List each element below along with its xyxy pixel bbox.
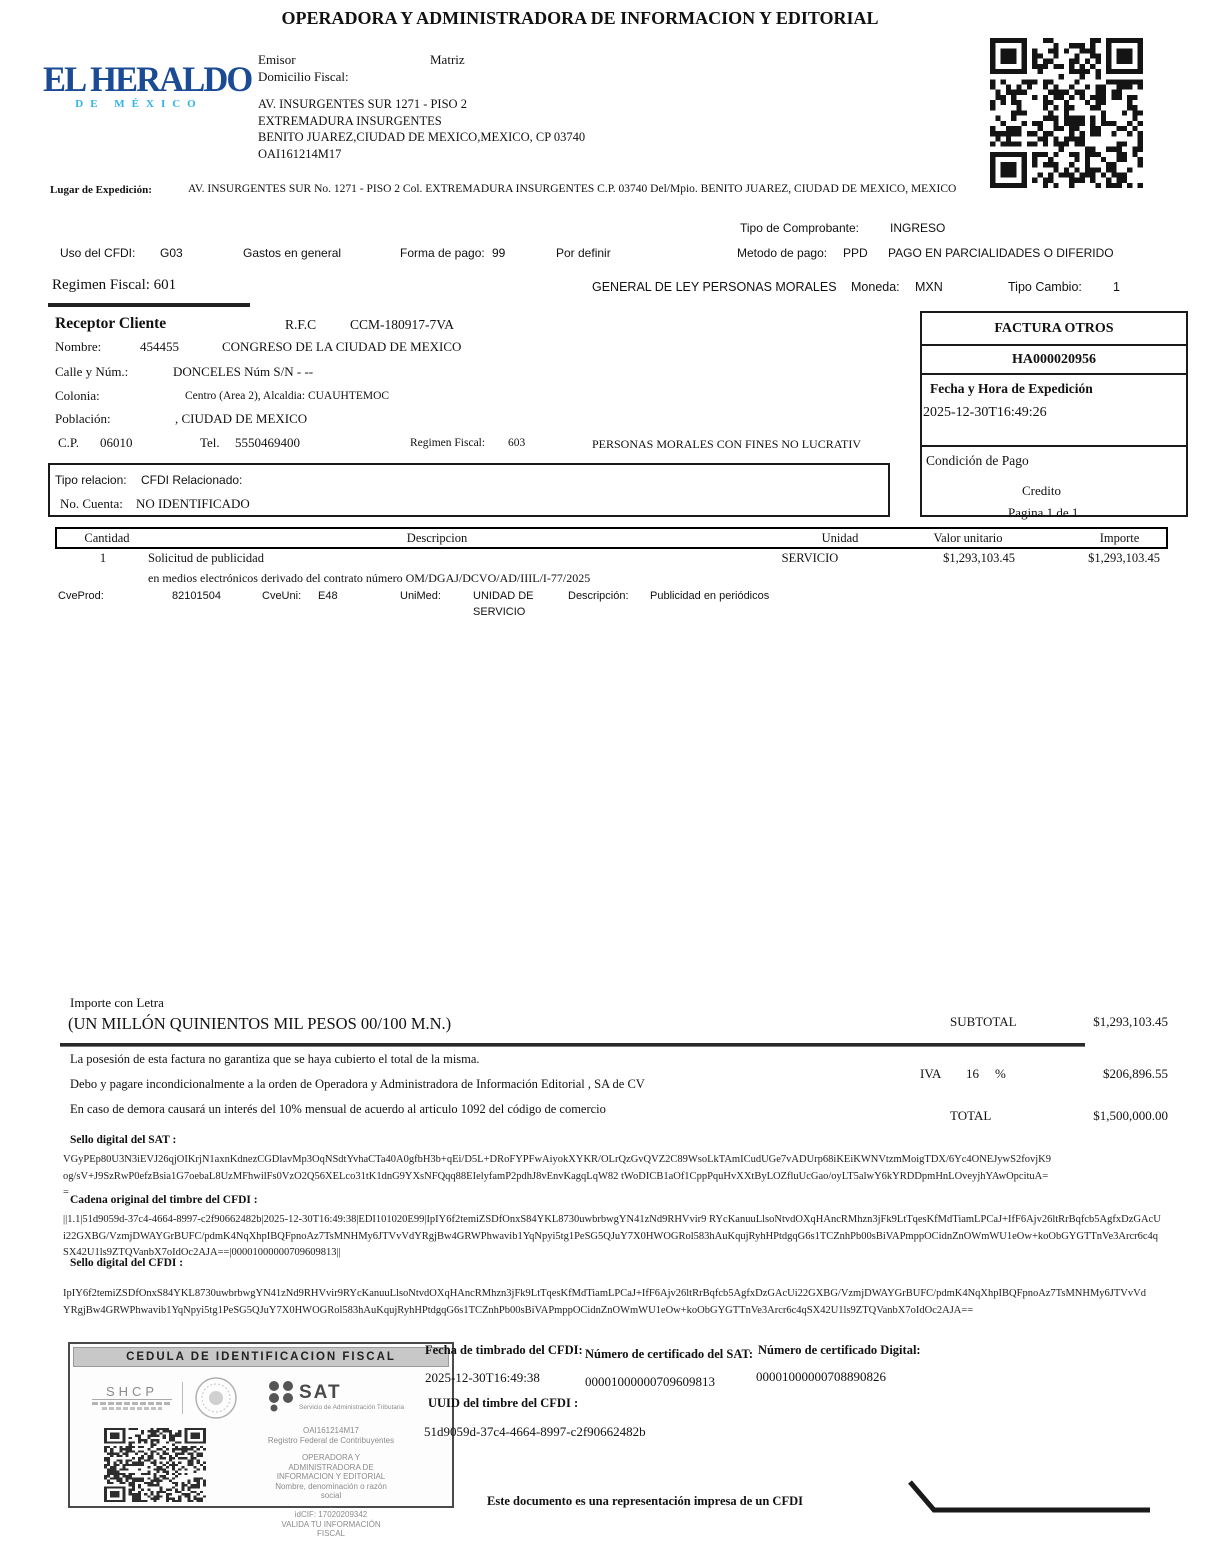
cert-sat-value: 00001000000709609813 <box>585 1374 715 1389</box>
shcp-logo <box>92 1384 172 1410</box>
item-descripcion-1: Solicitud de publicidad <box>148 551 264 565</box>
cedula-dot: . <box>329 1500 333 1510</box>
address-line: EXTREMADURA INSURGENTES <box>258 113 442 128</box>
total-label: TOTAL <box>950 1108 992 1123</box>
sello-cfdi-label: Sello digital del CFDI : <box>70 1257 184 1269</box>
expedicion-label: Lugar de Expedición: <box>50 184 152 196</box>
item-valor-unitario: $1,293,103.45 <box>943 551 1015 565</box>
cliente-numero: 454455 <box>140 339 179 354</box>
forma-pago-label: Forma de pago: <box>400 246 485 260</box>
metodo-pago-desc: PAGO EN PARCIALIDADES O DIFERIDO <box>888 246 1114 260</box>
tipo-comprobante-value: INGRESO <box>890 221 946 235</box>
logo-wordmark: EL HERALDO <box>43 59 252 99</box>
factura-box <box>920 311 1188 517</box>
tipo-cambio-value: 1 <box>1113 280 1120 294</box>
total-value: $1,500,000.00 <box>1093 1108 1168 1123</box>
importe-divider <box>60 1043 1085 1047</box>
address-line: OAI161214M17 <box>258 146 342 161</box>
shcp-caption-lines <box>102 1407 162 1410</box>
shcp-wordmark: SHCP <box>92 1384 172 1400</box>
item-cantidad: 1 <box>99 551 107 565</box>
cedula-razon-caption-2: social <box>320 1491 342 1500</box>
tipo-relacion-label: Tipo relacion: <box>55 473 127 487</box>
cedula-rfc: OAI161214M17 <box>302 1426 360 1435</box>
cert-digital-label: Número de certificado Digital: <box>758 1343 921 1357</box>
receptor-regimen-desc: PERSONAS MORALES CON FINES NO LUCRATIV <box>592 437 862 451</box>
no-cuenta-value: NO IDENTIFICADO <box>136 496 250 511</box>
nombre-value: CONGRESO DE LA CIUDAD DE MEXICO <box>222 339 462 354</box>
emisor-address <box>258 96 585 162</box>
nombre-label: Nombre: <box>55 339 102 354</box>
cp-label: C.P. <box>58 435 79 450</box>
cedula-valida-2: FISCAL <box>316 1529 345 1538</box>
subtotal-label: SUBTOTAL <box>950 1014 1017 1029</box>
poblacion-label: Población: <box>55 411 111 426</box>
qr-code <box>990 38 1143 188</box>
company-logo <box>35 40 252 165</box>
colonia-value: Centro (Area 2), Alcaldia: CUAUHTEMOC <box>185 390 390 402</box>
pagina-indicator: Pagina 1 de 1 <box>1008 505 1079 520</box>
sat-logo <box>265 1380 435 1412</box>
unimed-label: UniMed: <box>400 590 441 602</box>
item-desc-value: Publicidad en periódicos <box>650 590 770 602</box>
metodo-pago-label: Metodo de pago: <box>737 246 828 260</box>
iva-rate: 16 <box>966 1066 979 1081</box>
calle-value: DONCELES Núm S/N - -- <box>173 364 314 379</box>
tipo-cambio-label: Tipo Cambio: <box>1008 280 1082 294</box>
logo-divider <box>182 1382 183 1414</box>
cedula-fiscal-card <box>68 1342 454 1538</box>
cedula-rfc-caption: Registro Federal de Contribuyentes <box>267 1435 395 1445</box>
rfc-value: CCM-180917-7VA <box>350 317 455 332</box>
tel-label: Tel. <box>200 435 220 450</box>
importe-letra-value: (UN MILLÓN QUINIENTOS MIL PESOS 00/100 M.N.) <box>68 1014 452 1033</box>
regimen-fiscal-emisor: Regimen Fiscal: 601 <box>52 277 177 293</box>
legal-line-3: En caso de demora causará un interés del 10% mensual de acuerdo al articulo 1092 del código de comercio <box>70 1102 606 1116</box>
legal-line-2: Debo y pagare incondicionalmente a la orden de Operadora y Administradora de Información Editorial , SA de CV <box>70 1077 645 1091</box>
rfc-label: R.F.C <box>285 317 317 332</box>
col-cantidad: Cantidad <box>84 531 130 545</box>
unimed-value-1: UNIDAD DE <box>473 590 534 602</box>
iva-label: IVA <box>920 1066 942 1081</box>
cedula-title: CEDULA DE IDENTIFICACION FISCAL <box>126 1351 396 1363</box>
cedula-valida-1: VALIDA TU INFORMACIÓN <box>281 1519 381 1529</box>
cadena-original-value: ||1.1|51d9059d-37c4-4664-8997-c2f90662482b|2025-12-30T16:49:38|EDI101020E99|IpIY6f2temiZSDfOnxS84YKL8730uwbrbwgYN41zNd9RHVvir9 RYcKanuuLlsoNtvdOXqHAncRMhzn3jFk9LtTqesKfMdTiamLPCaJ+IfF6Ajv26ltRrBqfcb5AgfxDzGAcUi22GXBG/VzmjDWAYGrBUFC/pdmK4NqXhpIBQFpnoAz7TsMNHMy6JTVvVdYRgjBw4GRWPhwavib1YqNpyi5tg1PeSG5QJuY7X0HWOGRol583hAuKqujRyhHPtdgqG6s1TCZnhPb00sBiVAPmppOCidnZnOWmWU1eOw+koObGYGTTnVe3Arcr6c4qSX42U1ls9ZTQVanbX7oIdOc2AJA==|00001000000709609813|| <box>63 1214 1161 1258</box>
sat-wordmark: SAT <box>299 1382 342 1403</box>
cveprod-value: 82101504 <box>172 590 221 602</box>
iva-percent-sign: % <box>995 1066 1006 1081</box>
factura-folio: HA000020956 <box>1012 352 1096 367</box>
sat-dots-icon <box>265 1380 299 1412</box>
poblacion-value: , CIUDAD DE MEXICO <box>175 411 308 426</box>
cadena-original-label: Cadena original del timbre del CFDI : <box>70 1194 258 1206</box>
moneda-value: MXN <box>915 280 943 294</box>
item-importe: $1,293,103.45 <box>1088 551 1160 565</box>
fecha-timbrado-value: 2025-12-30T16:49:38 <box>425 1370 540 1385</box>
uso-cfdi-code: G03 <box>160 246 183 260</box>
cveuni-label: CveUni: <box>262 590 302 602</box>
logo-subtitle: DE MÉXICO <box>75 98 203 110</box>
matriz-label: Matriz <box>430 52 465 67</box>
cfdi-relacionado-box <box>48 463 890 517</box>
col-importe: Importe <box>1099 531 1140 545</box>
col-unidad: Unidad <box>821 531 859 545</box>
condicion-pago-value: Credito <box>1022 483 1061 498</box>
iva-value: $206,896.55 <box>1103 1066 1168 1081</box>
col-descripcion: Descripcion <box>406 531 468 545</box>
cfdi-representation-note: Este documento es una representación impresa de un CFDI <box>487 1494 803 1508</box>
cedula-razon-caption-1: Nombre, denominación o razón <box>275 1481 387 1491</box>
forma-pago-desc: Por definir <box>556 246 611 260</box>
regimen-fiscal-desc: GENERAL DE LEY PERSONAS MORALES <box>592 280 837 294</box>
forma-pago-code: 99 <box>492 246 506 260</box>
cedula-razon-2: ADMINISTRADORA DE <box>288 1462 374 1472</box>
items-table-header <box>55 527 1168 549</box>
importe-letra-label: Importe con Letra <box>70 995 164 1010</box>
address-line: AV. INSURGENTES SUR 1271 - PISO 2 <box>258 97 467 111</box>
uso-cfdi-label: Uso del CFDI: <box>60 246 136 260</box>
moneda-label: Moneda: <box>851 280 900 294</box>
fecha-expedicion-label: Fecha y Hora de Expedición <box>930 381 1093 396</box>
cert-sat-label: Número de certificado del SAT: <box>585 1347 754 1361</box>
signature-line-icon <box>900 1478 1160 1520</box>
domicilio-label: Domicilio Fiscal: <box>258 69 349 84</box>
cedula-info <box>220 1426 442 1539</box>
receptor-regimen-label: Regimen Fiscal: <box>410 437 486 449</box>
uso-cfdi-desc: Gastos en general <box>243 246 342 260</box>
item-descripcion-2: en medios electrónicos derivado del contrato número OM/DGAJ/DCVO/AD/IIIL/I-77/2025 <box>148 571 591 585</box>
legal-line-1: La posesión de esta factura no garantiza que se haya cubierto el total de la misma. <box>70 1052 480 1066</box>
factura-tipo: FACTURA OTROS <box>994 321 1114 336</box>
government-seal-icon <box>194 1376 238 1420</box>
uuid-label: UUID del timbre del CFDI : <box>428 1396 579 1410</box>
calle-label: Calle y Núm.: <box>55 364 129 379</box>
uuid-value: 51d9059d-37c4-4664-8997-c2f90662482b <box>424 1424 646 1439</box>
address-line: BENITO JUAREZ,CIUDAD DE MEXICO,MEXICO, CP 03740 <box>258 130 586 144</box>
section-divider <box>48 303 250 307</box>
tipo-comprobante-label: Tipo de Comprobante: <box>740 221 859 235</box>
condicion-pago-label: Condición de Pago <box>926 453 1029 468</box>
no-cuenta-label: No. Cuenta: <box>60 496 123 511</box>
cedula-qr-code <box>104 1428 206 1502</box>
tel-value: 5550469400 <box>235 435 300 450</box>
item-unidad: SERVICIO <box>781 551 839 565</box>
sat-caption: Servicio de Administración Tributaria <box>299 1404 405 1411</box>
sello-cfdi-value: IpIY6f2temiZSDfOnxS84YKL8730uwbrbwgYN41zNd9RHVvir9RYcKanuuLlsoNtvdOXqHAncRMhzn3jFk9LtTqesKfMdTiamLPCaJ+IfF6Ajv26ltRrBqfcb5AgfxDzGAcUi22GXBG/VzmjDWAYGrBUFC/pdmK4NqXhpIBQFpnoAz7TsMNHMy6JTVvVdYRgjBw4GRWPhwavib1YqNpyi5tg1PeSG5QJuY7X0HWOGRol583hAuKqujRyhHPtdgqG6s1TCZnhPb00sBiVAPmppOCidnZnOWmWU1eOw+koObGYGTTnVe3Arcr6c4qSX42U1ls9ZTQVanbX7oIdOc2AJA== <box>63 1288 1146 1316</box>
cert-digital-value: 00001000000708890826 <box>756 1369 886 1384</box>
sello-sat-label: Sello digital del SAT : <box>70 1134 177 1146</box>
emisor-label: Emisor <box>258 52 296 67</box>
expedicion-value: AV. INSURGENTES SUR No. 1271 - PISO 2 Col. EXTREMADURA INSURGENTES C.P. 03740 Del/Mpio. BENITO JUAREZ, CIUDAD DE MEXICO, MEXICO <box>188 183 957 195</box>
unimed-value-2: SERVICIO <box>473 606 526 618</box>
cfdi-relacionado-label: CFDI Relacionado: <box>141 473 243 487</box>
col-valor-unitario: Valor unitario <box>933 531 1003 545</box>
cedula-idcif: idCIF: 17020209342 <box>294 1510 368 1519</box>
subtotal-value: $1,293,103.45 <box>1093 1014 1168 1029</box>
metodo-pago-code: PPD <box>843 246 868 260</box>
cedula-razon-3: INFORMACION Y EDITORIAL <box>276 1472 386 1481</box>
fecha-timbrado-label: Fecha de timbrado del CFDI: <box>425 1343 583 1357</box>
cp-value: 06010 <box>100 435 133 450</box>
receptor-title: Receptor Cliente <box>55 315 167 332</box>
cedula-razon-1: OPERADORA Y <box>301 1453 361 1462</box>
sello-sat-value: VGyPEp80U3N3iEVJ26qjOIKrjN1axnKdnezCGDlavMp3OqNSdtYvhaCTa40A0gfbH3b+qEi/D5L+DRoFYPFwAiyokXYKR/OLrQzGvQVZ2C89WsoLkTAmICudUGe7vADUrp68iKEiKWNVtzmMoigTDX/6Yc4ONEJywS2fovjK9og/sV+J9SzRwP0efzBsia1G7oebaL8UzMFhwilFs0VzO2Q56XELco31tK1dnG9YXsNFQqq88EIelyfamP2pdhJ8vEnvKagqLqW82 tWoDICB1aOf1CppPquHvXXtByLOZfluUcGao/oyLT5alwY6kYRDDpmHnLOveyjhYAwOpcituA== <box>63 1154 1051 1198</box>
receptor-regimen-code: 603 <box>508 437 526 449</box>
colonia-label: Colonia: <box>55 388 100 403</box>
page-title: OPERADORA Y ADMINISTRADORA DE INFORMACION Y EDITORIAL <box>281 8 879 28</box>
cveuni-value: E48 <box>318 590 338 602</box>
fecha-expedicion-value: 2025-12-30T16:49:26 <box>923 405 1047 420</box>
cveprod-label: CveProd: <box>58 590 104 602</box>
item-desc-label: Descripción: <box>568 590 629 602</box>
